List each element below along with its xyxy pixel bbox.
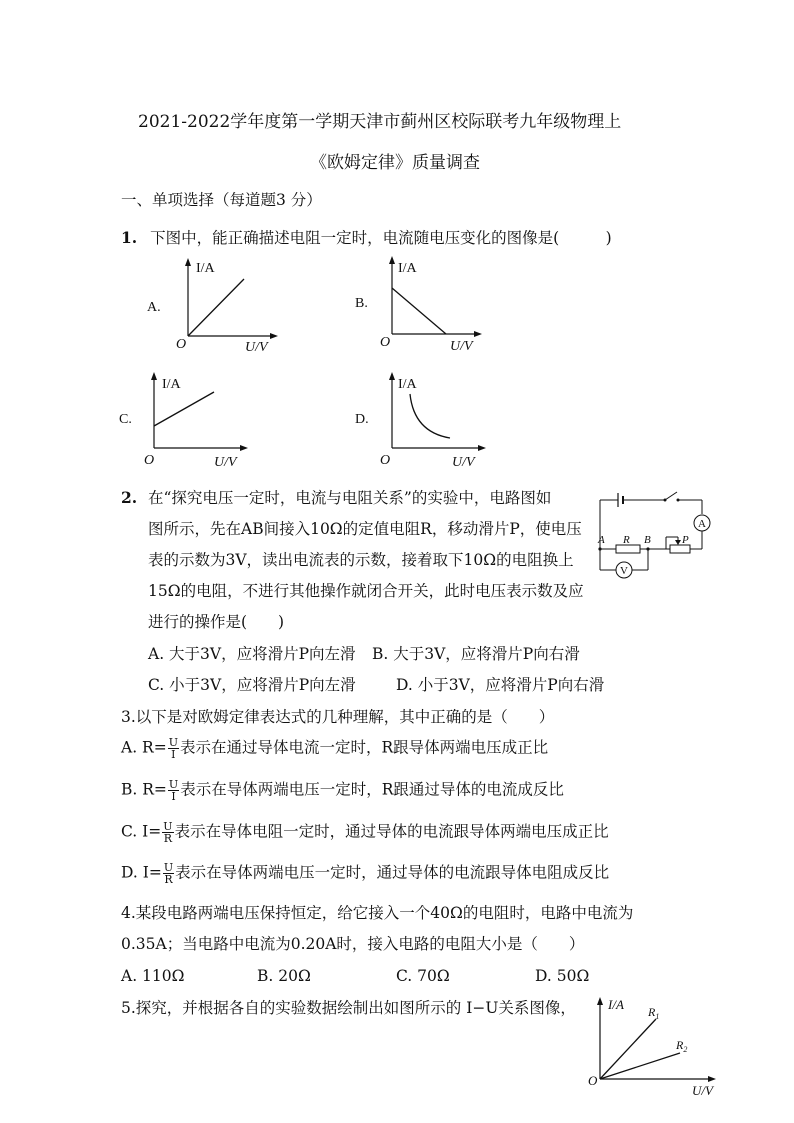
q3-option-c	[121, 821, 609, 844]
q5-stem: 5.探究，并根据各自的实验数据绘制出如图所示的 I−U关系图像，	[121, 999, 576, 1017]
document-title: 2021-2022学年度第一学期天津市蓟州区校际联考九年级物理上	[138, 112, 622, 132]
q4-option-d: D. 50Ω	[535, 967, 590, 985]
resistor-r-label: R	[623, 534, 630, 546]
q1-graph-a	[170, 258, 290, 358]
numerator: U	[168, 778, 179, 791]
numerator: U	[163, 861, 174, 874]
ammeter-label: A	[698, 518, 706, 530]
option-prefix: C. I=	[121, 822, 162, 841]
switch	[665, 492, 677, 500]
numerator: U	[168, 736, 178, 749]
option-prefix: A. R=	[121, 738, 167, 757]
r1-label	[647, 1005, 659, 1021]
q1-option-a-label: A.	[147, 300, 161, 315]
q2-option-a: A. 大于3V，应将滑片P向左滑	[148, 645, 356, 663]
option-text: 表示在导体两端电压一定时，通过导体的电流跟导体电阻成反比	[175, 863, 610, 882]
q2-circuit-diagram	[596, 488, 716, 584]
q2-line-3: 表的示数为3V，读出电流表的示数，接着取下10Ω的电阻换上	[148, 551, 574, 569]
slider-p-label: P	[682, 534, 689, 546]
q1-graph-b	[374, 256, 494, 356]
q5-graph	[586, 995, 726, 1099]
q2-line-1: 在“探究电压一定时，电流与电阻关系”的实验中，电路图如	[148, 489, 552, 507]
q1-c-line	[154, 392, 214, 426]
x-axis-label: U/V	[245, 340, 268, 355]
q2-option-c: C. 小于3V，应将滑片P向左滑	[148, 676, 356, 694]
origin-label: O	[380, 335, 391, 350]
q1-graph-c	[136, 372, 260, 472]
q4-line-2: 0.35A；当电路中电流为0.20A时，接入电路的电阻大小是（ ）	[121, 935, 585, 953]
question-stem: 下图中，能正确描述电阻一定时，电流随电压变化的图像是( )	[150, 229, 612, 247]
denominator: R	[163, 832, 173, 845]
y-axis-label: I/A	[398, 261, 417, 276]
x-axis-label: U/V	[692, 1083, 713, 1098]
option-text: 表示在导体两端电压一定时，R跟通过导体的电流成反比	[180, 780, 564, 799]
y-axis-label: I/A	[162, 377, 181, 392]
x-axis-label: U/V	[452, 455, 475, 470]
q3-option-d	[121, 862, 609, 885]
q1-graph-d	[374, 372, 498, 472]
x-axis-label: U/V	[450, 339, 473, 354]
q2-line-4: 15Ω的电阻，不进行其他操作就闭合开关，此时电压表示数及应	[148, 582, 584, 600]
q3-stem: 3.以下是对欧姆定律表达式的几种理解，其中正确的是（ ）	[121, 708, 555, 726]
option-text: 表示在导体电阻一定时，通过导体的电流跟导体两端电压成正比	[174, 822, 609, 841]
q4-option-c: C. 70Ω	[396, 967, 450, 985]
r2-letter: R	[676, 1038, 684, 1052]
option-prefix: D. I=	[121, 863, 162, 882]
q1-option-b-label: B.	[355, 296, 368, 311]
y-axis-label: I/A	[196, 261, 215, 276]
r2-label	[675, 1038, 687, 1054]
q4-option-a: A. 110Ω	[121, 967, 185, 985]
origin-label: O	[588, 1073, 598, 1088]
r1-letter: R	[648, 1005, 656, 1019]
q2-line-2: 图所示，先在AB间接入10Ω的定值电阻R，移动滑片P，使电压	[148, 520, 582, 538]
origin-label: O	[380, 453, 391, 468]
q1-option-d-label: D.	[355, 412, 369, 427]
q1-a-line	[188, 279, 244, 336]
q3-option-b	[121, 779, 564, 802]
q2-option-d: D. 小于3V，应将滑片P向右滑	[396, 676, 605, 694]
option-text: 表示在通过导体电流一定时，R跟导体两端电压成正比	[180, 738, 549, 757]
section-heading: 一、单项选择（每道题3 分）	[121, 191, 322, 209]
question-1	[121, 228, 612, 248]
q1-d-curve	[410, 394, 450, 438]
document-subtitle: 《欧姆定律》质量调查	[310, 153, 480, 173]
q2-option-b: B. 大于3V，应将滑片P向右滑	[372, 645, 580, 663]
q4-option-b: B. 20Ω	[257, 967, 311, 985]
denominator: R	[164, 873, 173, 886]
option-prefix: B. R=	[121, 780, 167, 799]
q3-option-a	[121, 737, 548, 760]
y-axis-label: I/A	[398, 377, 417, 392]
r1-subscript: 1	[655, 1012, 660, 1021]
q1-option-c-label: C.	[119, 412, 132, 427]
rheostat	[670, 545, 690, 553]
denominator: I	[171, 748, 176, 761]
q2-line-5: 进行的操作是( )	[148, 613, 285, 631]
x-axis-label: U/V	[214, 455, 237, 470]
y-axis-label: I/A	[608, 997, 624, 1012]
resistor-r	[616, 545, 640, 553]
fraction	[168, 779, 179, 802]
question-number: 1.	[121, 228, 138, 247]
point-a-label: A	[598, 534, 605, 546]
point-b-label: B	[644, 534, 651, 546]
q4-line-1: 4.某段电路两端电压保持恒定，给它接入一个40Ω的电阻时，电路中电流为	[121, 904, 634, 922]
origin-label: O	[144, 453, 155, 468]
origin-label: O	[176, 337, 187, 352]
fraction	[163, 862, 174, 885]
numerator: U	[163, 820, 173, 833]
r2-subscript: 2	[683, 1045, 688, 1054]
fraction	[162, 821, 173, 844]
voltmeter-label: V	[620, 565, 628, 577]
q1-b-line	[392, 288, 446, 334]
denominator: I	[171, 790, 176, 803]
question-number: 2.	[121, 488, 138, 507]
fraction	[168, 737, 179, 760]
